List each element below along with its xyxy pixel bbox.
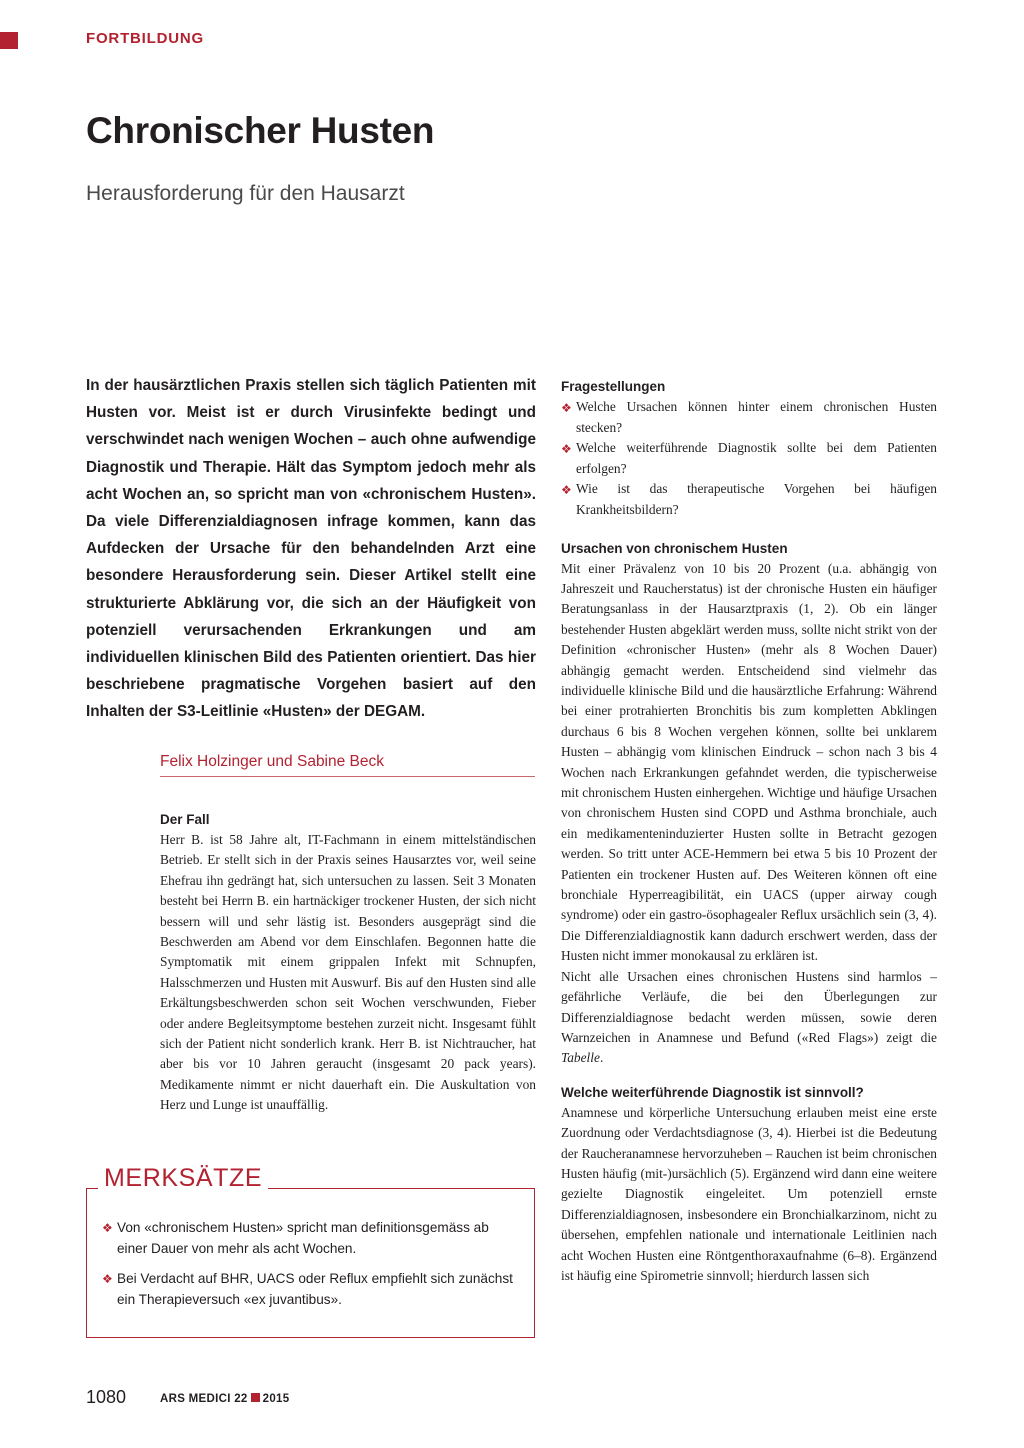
section-marker <box>0 32 18 49</box>
section-label: FORTBILDUNG <box>86 30 204 47</box>
key-point-item <box>102 1218 522 1259</box>
question-item <box>561 397 937 438</box>
question-item <box>561 479 937 520</box>
causes-paragraph-1: Mit einer Prävalenz von 10 bis 20 Prozent (u.a. abhängig von Jahreszeit und Raucherstatus) ist der chronische Husten ein häufiger Beratungsanlass in der Hausarztpraxis (1, 2). Ob ein länger bestehender Husten abgeklärt werden muss, sollte nicht strikt von der Definition «chronischer Husten» (mehr als 8 Wochen Dauer) abhängig gemacht werden. Entscheidend sind vielmehr das individuelle klinische Bild und die hausärztliche Erfahrung: Während bei einer protrahierten Bronchitis bis zum kompletten Abklingen durchaus 6 bis 8 Wochen vergehen können, sollte bei unklarem Husten – abhängig vom klinischen Eindruck – schon nach 3 bis 4 Wochen nach Erkrankungen gefahndet werden, die typischerweise mit chronischem Husten einhergehen. Wichtige und häufige Ursachen von chronischem Husten sind COPD und Asthma bronchiale, auch ein medikamenteninduzierter Husten sollte in Betracht gezogen werden. So tritt unter ACE-Hemmern bei etwa 5 bis 10 Prozent der Patienten ein trockener Husten auf. Des Weiteren können oft eine bronchiale Hyperreagibilität, ein UACS (upper airway cough syndrome) oder ein gastro-ösophagealer Reflux ursächlich sein (3, 4). Die Differenzialdiagnostik kann dadurch erschwert werden, dass der Husten nicht immer monokausal zu erklären ist. <box>561 560 937 964</box>
journal-year: 2015 <box>262 1393 290 1405</box>
causes-paragraph-2-text: Nicht alle Ursachen eines chronischen Hustens sind harmlos – gefährliche Verläufe, die bei den Überlegungen zur Differenzialdiagnose bedacht werden müssen, sowie deren Warnzeichen in Anamnese und Befund («Red Flags») zeigt die <box>561 968 937 1045</box>
diamond-bullet-icon: ❖ <box>102 1221 113 1235</box>
causes-paragraph-2 <box>561 967 937 1069</box>
case-heading: Der Fall <box>160 812 210 827</box>
key-point-text: Bei Verdacht auf BHR, UACS oder Reflux empfiehlt sich zunächst ein Therapieversuch «ex juvantibus». <box>117 1271 513 1307</box>
question-item <box>561 438 937 479</box>
key-points-list <box>102 1218 522 1320</box>
case-section <box>160 810 536 1116</box>
footer-separator-square <box>251 1393 260 1402</box>
diagnostics-heading: Welche weiterführende Diagnostik ist sinnvoll? <box>561 1084 864 1100</box>
table-reference: Tabelle <box>561 1050 600 1066</box>
diagnostics-paragraph: Anamnese und körperliche Untersuchung erlauben meist eine erste Zuordnung oder Verdachtsdiagnose (3, 4). Hierbei ist die Bedeutung der Raucheranamnese hervorzuheben – Rauchen ist beim chronischen Husten häufig (mit-)ursächlich (5). Ergänzend wird dann eine weitere gezielte Diagnostik eingeleitet. Um potenziell ernste Differenzialdiagnosen, insbesondere ein Bronchialkarzinom, nicht zu übersehen, empfehlen nationale und internationale Leitlinien nach acht Wochen Husten eine Röntgenthoraxaufnahme (6–8). Ergänzend ist häufig eine Spirometrie sinnvoll; hierdurch lassen sich <box>561 1104 937 1283</box>
key-point-item <box>102 1269 522 1310</box>
questions-heading: Fragestellungen <box>561 379 666 394</box>
page-number: 1080 <box>86 1387 127 1407</box>
question-text: Welche Ursachen können hinter einem chronischen Husten stecken? <box>576 399 937 435</box>
key-point-text: Von «chronischem Husten» spricht man definitionsgemäss ab einer Dauer von mehr als acht Wochen. <box>117 1220 489 1256</box>
author-line: Felix Holzinger und Sabine Beck <box>160 753 535 777</box>
questions-list <box>561 397 937 521</box>
diamond-bullet-icon: ❖ <box>561 483 572 498</box>
causes-paragraph-2-end: . <box>599 1050 604 1066</box>
causes-heading: Ursachen von chronischem Husten <box>561 540 788 556</box>
question-text: Welche weiterführende Diagnostik sollte bei dem Patienten erfolgen? <box>576 440 937 476</box>
right-column <box>561 377 937 1286</box>
question-text: Wie ist das therapeutische Vorgehen bei häufigen Krankheitsbildern? <box>576 481 937 517</box>
article-subtitle: Herausforderung für den Hausarzt <box>86 182 405 205</box>
diamond-bullet-icon: ❖ <box>561 401 572 415</box>
key-points-title: MERKSÄTZE <box>98 1164 268 1193</box>
journal-name: ARS MEDICI 22 <box>160 1393 248 1405</box>
diamond-bullet-icon: ❖ <box>561 442 572 457</box>
journal-info <box>160 1393 289 1405</box>
lead-paragraph: In der hausärztlichen Praxis stellen sich täglich Patienten mit Husten vor. Meist ist er durch Virusinfekte bedingt und verschwindet nach wenigen Wochen – auch ohne aufwendige Diagnostik und Therapie. Hält das Symptom jedoch mehr als acht Wochen an, so spricht man von «chronischem Husten». Da viele Differenzialdiagnosen infrage kommen, kann das Aufdecken der Ursache für den behandelnden Arzt eine besondere Herausforderung sein. Dieser Artikel stellt eine strukturierte Abklärung vor, die sich an der Häufigkeit von potenziell verursachenden Erkrankungen und am individuellen klinischen Bild des Patienten orientiert. Das hier beschriebene pragmatische Vorgehen basiert auf den Inhalten der S3-Leitlinie «Husten» der DEGAM. <box>86 377 536 721</box>
case-text: Herr B. ist 58 Jahre alt, IT-Fachmann in einem mittelständischen Betrieb. Er stellt sich in der Praxis seines Hausarztes vor, weil seine Ehefrau ihn gedrängt hat, sich untersuchen zu lassen. Seit 3 Monaten besteht bei Herrn B. ein hartnäckiger trockener Husten, der sich nicht bessern will und sehr lästig ist. Besonders ausgeprägt sind die Beschwerden am Abend vor dem Einschlafen. Begonnen hatte die Symptomatik mit einem grippalen Infekt mit Schnupfen, Halsschmerzen und Husten mit Auswurf. Bis auf den Husten sind alle Erkältungsbeschwerden schon seit Wochen verschwunden, Fieber oder andere Begleitsymptome bestehen zurzeit nicht. Insgesamt fühlt sich der Patient nicht sonderlich krank. Herr B. ist Nichtraucher, hat aber bis vor 10 Jahren geraucht (insgesamt 20 pack years). Medikamente nimmt er nicht dauerhaft ein. Die Auskultation von Herz und Lunge ist unauffällig. <box>160 832 536 1113</box>
article-title: Chronischer Husten <box>86 110 435 151</box>
diamond-bullet-icon: ❖ <box>102 1272 113 1286</box>
